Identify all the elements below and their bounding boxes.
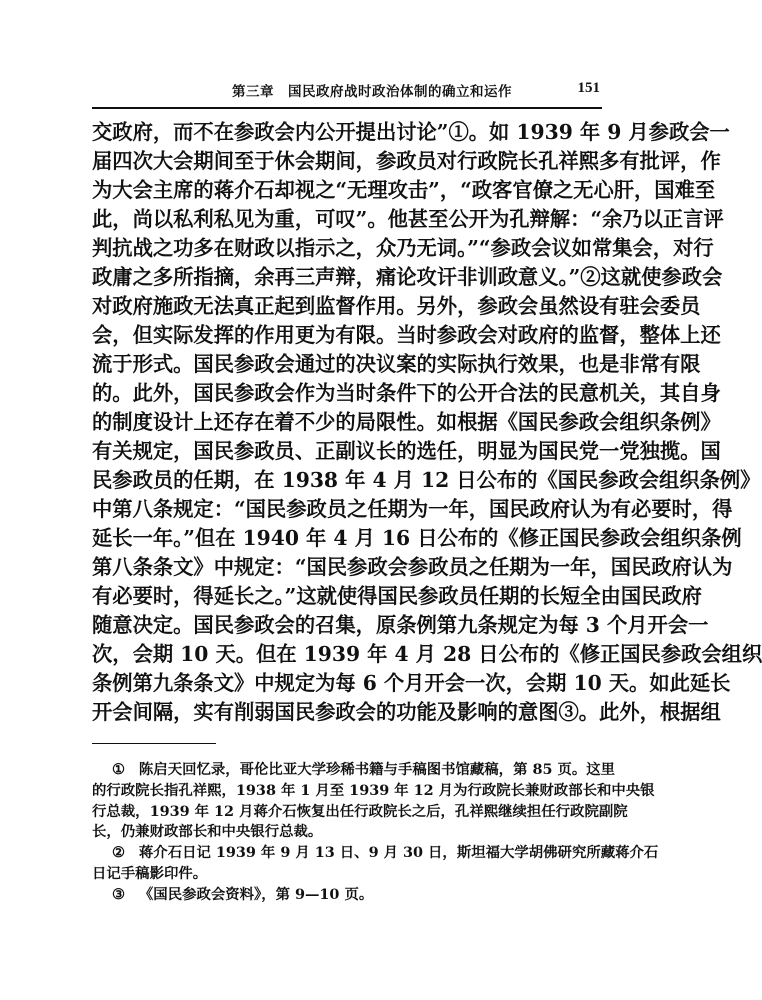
body-text-line: 流于形式。国民参政会通过的决议案的实际执行效果，也是非常有限 <box>92 352 701 376</box>
body-text-line: 为大会主席的蒋介石却视之“无理攻击”，“政客官僚之无心肝，国难至 <box>92 178 716 202</box>
chapter-label: 第三章 <box>232 84 274 100</box>
body-text-line: 开会间隔，实有削弱国民参政会的功能及影响的意图③。此外，根据组 <box>92 700 721 724</box>
footnote-marker: ② <box>112 844 125 862</box>
body-text-line: 政庸之多所指摘，余再三声辩，痛论攻讦非训政意义。”②这就使参政会 <box>92 265 723 289</box>
footnote-line <box>92 760 616 781</box>
body-text-line: 有关规定，国民参政员、正副议长的选任，明显为国民党一党独揽。国 <box>92 439 721 463</box>
header-rule <box>92 107 602 109</box>
chapter-heading <box>232 80 512 100</box>
footnote-line: 日记手稿影印件。 <box>92 864 208 882</box>
body-text-line: 次，会期 10 天。但在 1939 年 4 月 28 日公布的《修正国民参政会组织 <box>92 642 762 666</box>
body-text-line: 中第八条规定：“国民参政员之任期为一年，国民政府认为有必要时，得 <box>92 497 733 521</box>
body-text-line: 此，尚以私利私见为重，可叹”。他甚至公开为孔辩解：“余乃以正言评 <box>92 207 724 231</box>
body-text <box>92 118 762 727</box>
body-text-line: 会，但实际发挥的作用更为有限。当时参政会对政府的监督，整体上还 <box>92 323 721 347</box>
body-text-line: 交政府，而不在参政会内公开提出讨论”①。如 1939 年 9 月参政会一 <box>92 120 730 144</box>
body-text-line: 条例第九条条文》中规定为每 6 个月开会一次，会期 10 天。如此延长 <box>92 671 731 695</box>
footnote-text: 蒋介石日记 1939 年 9 月 13 日、9 月 30 日，斯坦福大学胡佛研究所藏蒋介石 <box>138 844 659 862</box>
page-number: 151 <box>577 80 600 96</box>
body-text-line: 的制度设计上还存在着不少的局限性。如根据《国民参政会组织条例》 <box>92 410 721 434</box>
body-text-line: 判抗战之功多在财政以指示之，众乃无词。”“参政会议如常集会，对行 <box>92 236 714 260</box>
footnote-line <box>92 843 659 864</box>
body-text-line: 的。此外，国民参政会作为当时条件下的公开合法的民意机关，其自身 <box>92 381 721 405</box>
footnote-separator <box>92 743 216 744</box>
footnote-text: 陈启天回忆录，哥伦比亚大学珍稀书籍与手稿图书馆藏稿，第 85 页。这里 <box>138 761 616 778</box>
footnote-line: 行总裁，1939 年 12 月蒋介石恢复出任行政院长之后，孔祥熙继续担任行政院副院 <box>92 802 628 820</box>
footnote-text: 《国民参政会资料》，第 9—10 页。 <box>138 885 374 903</box>
footnote-line: 的行政院长指孔祥熙，1938 年 1 月至 1939 年 12 月为行政院长兼财政部长和中央银 <box>92 781 655 799</box>
body-text-line: 民参政员的任期，在 1938 年 4 月 12 日公布的《国民参政会组织条例》 <box>92 468 761 492</box>
body-text-line: 延长一年。”但在 1940 年 4 月 16 日公布的《修正国民参政会组织条例 <box>92 526 742 550</box>
body-text-line: 随意决定。国民参政会的召集，原条例第九条规定为每 3 个月开会一 <box>92 613 709 637</box>
chapter-title: 国民政府战时政治体制的确立和运作 <box>288 84 512 100</box>
running-head <box>92 80 602 102</box>
footnote-marker: ① <box>112 761 125 778</box>
body-text-line: 对政府施政无法真正起到监督作用。另外，参政会虽然设有驻会委员 <box>92 294 701 318</box>
footnote-line <box>92 885 604 906</box>
footnote-line: 长，仍兼财政部长和中央银行总裁。 <box>92 823 323 841</box>
body-text-line: 届四次大会期间至于休会期间，参政员对行政院长孔祥熙多有批评，作 <box>92 149 721 173</box>
footnote-marker: ③ <box>112 885 125 903</box>
body-text-line: 有必要时，得延长之。”这就使得国民参政员任期的长短全由国民政府 <box>92 584 702 608</box>
body-text-line: 第八条条文》中规定：“国民参政会参政员之任期为一年，国民政府认为 <box>92 555 733 579</box>
footnotes <box>92 760 659 906</box>
